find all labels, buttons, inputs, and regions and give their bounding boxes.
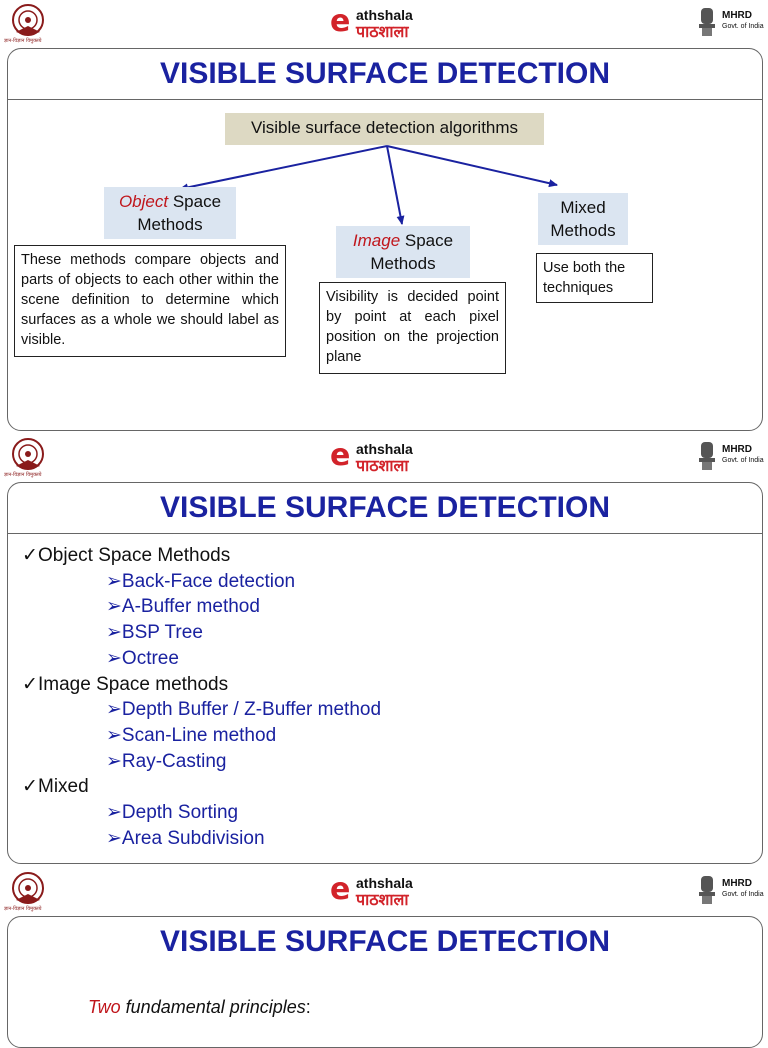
arrow-to-object [180,146,387,189]
mhrd-logo [696,4,766,46]
ugc-caption: ज्ञान-विज्ञान विमुक्तये [4,472,42,478]
method-item [22,697,381,723]
mhrd-logo [696,872,766,914]
method-item [22,800,381,826]
mhrd-subtitle: Govt. of India [722,891,764,898]
method-item-label: Ray-Casting [121,750,227,772]
epathshala-latin: athshala [356,875,413,891]
algorithms-root-box: Visible surface detection algorithms [225,113,544,145]
mhrd-subtitle: Govt. of India [722,457,764,464]
method-item [22,723,381,749]
object-space-desc: These methods compare objects and parts of objects to each other within the scene definition to determine which surfaces as a whole we should label as visible. [14,245,286,357]
national-emblem-icon [696,872,718,910]
method-item-label: Depth Buffer / Z-Buffer method [121,699,382,721]
mixed-line1: Mixed [560,198,606,217]
slide-2 [0,434,768,866]
mhrd-subtitle: Govt. of India [722,23,764,30]
method-item [22,594,381,620]
arrow-bullet-icon: ➢ [106,570,122,592]
national-emblem-icon [696,4,718,42]
method-group [22,543,381,569]
method-item [22,646,381,672]
method-item-label: Scan-Line method [121,724,277,746]
arrow-to-image [387,146,402,224]
principles-line [88,997,311,1018]
slide-header [0,868,768,916]
arrow-bullet-icon: ➢ [106,750,122,772]
image-space-desc: Visibility is decided point by point at each pixel position on the projection plane [319,282,506,374]
slide-title: VISIBLE SURFACE DETECTION [8,483,762,534]
epathshala-logo [330,4,450,44]
principles-rest: fundamental principles [120,997,306,1017]
method-item [22,826,381,852]
mhrd-title: MHRD [722,444,752,455]
epathshala-latin: athshala [356,7,413,23]
check-mark-icon: ✓ [22,673,38,695]
mixed-methods-box [538,193,628,245]
image-em: Image [352,231,401,250]
method-item [22,569,381,595]
principles-em: Two [88,997,121,1017]
arrow-bullet-icon: ➢ [106,647,122,669]
slide-title: VISIBLE SURFACE DETECTION [8,49,762,100]
epathshala-e: e [330,872,351,907]
method-item-label: Depth Sorting [121,802,239,824]
object-space-box [104,187,236,239]
slide-frame [7,48,763,431]
method-group-label: Mixed [38,776,89,798]
slide-3 [0,868,768,1024]
mhrd-title: MHRD [722,878,752,889]
object-em: Object [118,192,169,211]
ugc-caption: ज्ञान-विज्ञान विमुक्तये [4,38,42,44]
arrow-bullet-icon: ➢ [106,622,122,644]
slide-1 [0,0,768,432]
method-item-label: Back-Face detection [121,570,296,592]
epathshala-latin: athshala [356,441,413,457]
mixed-line2: Methods [550,221,616,240]
national-emblem-icon [696,438,718,476]
mhrd-logo [696,438,766,480]
arrow-bullet-icon: ➢ [106,827,122,849]
method-group-label: Image Space methods [38,673,229,695]
principles-colon: : [305,997,311,1017]
arrow-to-mixed [387,146,557,185]
epathshala-logo [330,438,450,478]
slide-frame [7,482,763,864]
arrow-bullet-icon: ➢ [106,802,122,824]
check-mark-icon: ✓ [22,776,38,798]
method-item [22,749,381,775]
slide-title: VISIBLE SURFACE DETECTION [159,925,611,958]
method-item-label: Area Subdivision [121,827,265,849]
mixed-methods-desc: Use both the techniques [536,253,653,303]
slide-header [0,434,768,482]
method-group [22,672,381,698]
image-space-box [336,226,470,278]
check-mark-icon: ✓ [22,545,38,566]
epathshala-e: e [330,438,351,473]
mhrd-title: MHRD [722,10,752,21]
object-line2: Methods [137,215,203,234]
arrow-bullet-icon: ➢ [106,699,122,721]
epathshala-hindi: पाठशाला [356,890,409,909]
epathshala-logo [330,872,450,912]
method-group [22,774,381,800]
method-item-label: Octree [121,647,179,669]
method-item [22,620,381,646]
method-group-label: Object Space Methods [38,545,231,566]
slide-header [0,0,768,48]
method-item-label: BSP Tree [121,622,203,644]
epathshala-hindi: पाठशाला [356,456,409,475]
arrow-bullet-icon: ➢ [106,596,122,618]
slide-frame [7,916,763,1048]
epathshala-e: e [330,4,351,39]
ugc-caption: ज्ञान-विज्ञान विमुक्तये [4,906,42,912]
image-line2: Methods [370,254,436,273]
methods-list [22,543,381,851]
method-item-label: A-Buffer method [121,596,260,618]
object-rest: Space [168,192,222,211]
epathshala-hindi: पाठशाला [356,22,409,41]
image-rest: Space [400,231,454,250]
arrow-bullet-icon: ➢ [106,724,122,746]
